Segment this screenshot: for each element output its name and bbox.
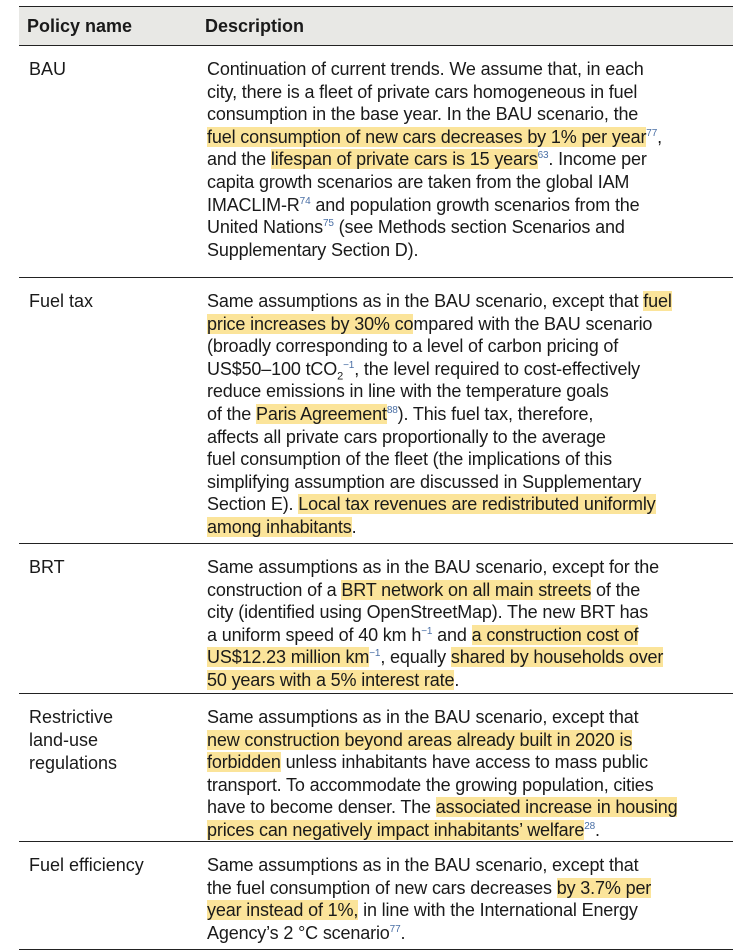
table-row <box>19 842 733 950</box>
text-segment: city, there is a fleet of private cars homogeneous in fuel <box>207 81 638 102</box>
description-line <box>207 516 707 539</box>
reference-superscript: 63 <box>537 150 549 162</box>
policy-name-line: Fuel efficiency <box>29 855 144 875</box>
reference-superscript: 77 <box>389 923 401 935</box>
policy-name-cell <box>19 544 207 693</box>
highlighted-text: shared by households over <box>450 647 664 668</box>
reference-superscript: 28 <box>584 820 596 832</box>
policy-name-cell <box>19 694 207 841</box>
text-segment: have to become denser. The <box>207 797 436 818</box>
description-line <box>207 854 707 877</box>
table-row <box>19 694 733 842</box>
description-line <box>207 126 707 149</box>
description-line <box>207 819 707 842</box>
highlighted-text: BRT network on all main streets <box>341 579 592 600</box>
description-line <box>207 899 707 922</box>
text-segment: construction of a <box>207 579 342 600</box>
text-segment: . <box>351 516 357 537</box>
description-line <box>207 58 707 81</box>
table-header <box>19 6 733 46</box>
highlighted-text: 50 years with a 5% interest rate <box>207 669 455 690</box>
table-row <box>19 278 733 544</box>
text-segment: . <box>400 922 406 943</box>
description-line <box>207 81 707 104</box>
subscript: 2 <box>337 370 344 383</box>
description-line <box>207 171 707 194</box>
description-line <box>207 194 707 217</box>
highlighted-text: forbidden <box>207 752 281 773</box>
text-segment: . <box>595 819 600 840</box>
text-segment: affects all private cars proportionally to the average <box>207 426 606 447</box>
policy-name-cell <box>19 842 207 949</box>
text-segment: Same assumptions as in the BAU scenario, except that <box>207 291 644 311</box>
text-segment: and population growth scenarios from the <box>310 194 640 215</box>
highlighted-text: Local tax revenues are redistributed uniformly <box>298 494 656 515</box>
text-segment: the fuel consumption of new cars decreases <box>207 877 557 898</box>
description-line <box>207 774 707 797</box>
description-line <box>207 579 707 602</box>
policy-name-line: Restrictive <box>29 707 114 727</box>
description-cell <box>207 842 707 949</box>
description-cell <box>207 278 707 543</box>
description-line <box>207 646 707 669</box>
description-line <box>207 358 707 381</box>
reference-superscript: −1 <box>421 625 433 637</box>
description-line <box>207 877 707 900</box>
text-segment: simplifying assumption are discussed in Supplementary <box>207 471 642 492</box>
highlighted-text: fuel consumption of new cars decreases by 1% per year <box>207 126 647 147</box>
text-segment: (broadly corresponding to a level of carbon pricing of <box>207 336 619 357</box>
description-line <box>207 471 707 494</box>
header-policy-name: Policy name <box>27 15 133 36</box>
description-line <box>207 706 707 729</box>
highlighted-text: by 3.7% per <box>556 877 652 898</box>
text-segment: reduce emissions in line with the temperature goals <box>207 381 609 402</box>
description-cell <box>207 544 707 693</box>
description-line <box>207 922 707 945</box>
text-segment: and the <box>207 149 271 170</box>
text-segment: Same assumptions as in the BAU scenario, except that <box>207 707 639 727</box>
text-segment: Same assumptions as in the BAU scenario, except that <box>207 855 639 875</box>
table-row <box>19 46 733 278</box>
reference-superscript: −1 <box>343 359 355 371</box>
text-segment: fuel consumption of the fleet (the implications of this <box>207 449 612 470</box>
highlighted-text: year instead of 1%, <box>207 900 359 921</box>
description-line <box>207 796 707 819</box>
text-segment: , <box>657 126 662 147</box>
text-segment: United Nations <box>207 217 323 238</box>
reference-superscript: 88 <box>386 404 398 416</box>
description-line <box>207 493 707 516</box>
reference-superscript: 74 <box>299 195 311 207</box>
description-line <box>207 148 707 171</box>
text-segment: IMACLIM-R <box>207 194 300 215</box>
reference-superscript: −1 <box>369 648 381 660</box>
text-segment: , the level required to cost-effectively <box>354 358 641 379</box>
text-segment: US$50–100 tCO <box>207 358 338 379</box>
text-segment: ). This fuel tax, therefore, <box>397 403 594 424</box>
policy-name-line: regulations <box>29 753 118 773</box>
text-segment: a uniform speed of 40 km h <box>207 624 422 645</box>
policy-name-line: BAU <box>29 59 67 79</box>
text-segment: . <box>454 669 460 690</box>
text-segment: Supplementary Section D). <box>207 239 419 260</box>
description-cell <box>207 46 707 277</box>
description-line <box>207 751 707 774</box>
text-segment: Same assumptions as in the BAU scenario, except for the <box>207 557 659 577</box>
text-segment: Agency’s 2 °C scenario <box>207 922 390 943</box>
description-cell <box>207 694 707 841</box>
description-line <box>207 290 707 313</box>
header-description: Description <box>205 15 305 36</box>
policy-name-cell <box>19 46 207 277</box>
text-segment: and <box>432 624 472 645</box>
description-line <box>207 556 707 579</box>
description-line <box>207 448 707 471</box>
text-segment: capita growth scenarios are taken from the global IAM <box>207 171 630 192</box>
highlighted-text: new construction beyond areas already built in 2020 is <box>207 729 633 750</box>
description-line <box>207 403 707 426</box>
description-line <box>207 601 707 624</box>
highlighted-text: a construction cost of <box>471 624 639 645</box>
policy-name-cell <box>19 278 207 543</box>
reference-superscript: 75 <box>322 218 334 230</box>
highlighted-text: fuel <box>643 291 672 311</box>
highlighted-text: lifespan of private cars is 15 years <box>270 149 538 170</box>
text-segment: of the <box>207 403 256 424</box>
highlighted-text: US$12.23 million km <box>207 647 370 668</box>
text-segment: mpared with the BAU scenario <box>413 313 653 334</box>
description-line <box>207 729 707 752</box>
table-row <box>19 544 733 694</box>
policy-name-line: Fuel tax <box>29 291 94 311</box>
policy-table <box>19 6 733 950</box>
description-line <box>207 335 707 358</box>
description-line <box>207 426 707 449</box>
description-line <box>207 239 707 262</box>
description-line <box>207 313 707 336</box>
text-segment: consumption in the base year. In the BAU scenario, the <box>207 104 639 125</box>
text-segment: . Income per <box>548 149 647 170</box>
text-segment: transport. To accommodate the growing population, cities <box>207 774 654 795</box>
text-segment: Continuation of current trends. We assume that, in each <box>207 59 644 79</box>
text-segment: of the <box>591 579 641 600</box>
description-line <box>207 380 707 403</box>
text-segment: in line with the International Energy <box>358 900 638 921</box>
reference-superscript: 77 <box>646 127 658 139</box>
text-segment: unless inhabitants have access to mass public <box>280 752 649 773</box>
text-segment: city (identified using OpenStreetMap). The new BRT has <box>207 602 649 623</box>
highlighted-text: among inhabitants <box>207 516 352 537</box>
policy-name-line: land-use <box>29 730 99 750</box>
text-segment: (see Methods section Scenarios and <box>333 217 625 238</box>
description-line <box>207 669 707 692</box>
description-line <box>207 103 707 126</box>
highlighted-text: prices can negatively impact inhabitants’ welfare <box>207 819 585 840</box>
text-segment: Section E). <box>207 494 299 515</box>
highlighted-text: associated increase in housing <box>435 797 678 818</box>
policy-name-line: BRT <box>29 557 65 577</box>
description-line <box>207 216 707 239</box>
description-line <box>207 624 707 647</box>
highlighted-text: Paris Agreement <box>256 403 387 424</box>
highlighted-text: price increases by 30% co <box>207 313 414 334</box>
text-segment: , equally <box>380 647 451 668</box>
